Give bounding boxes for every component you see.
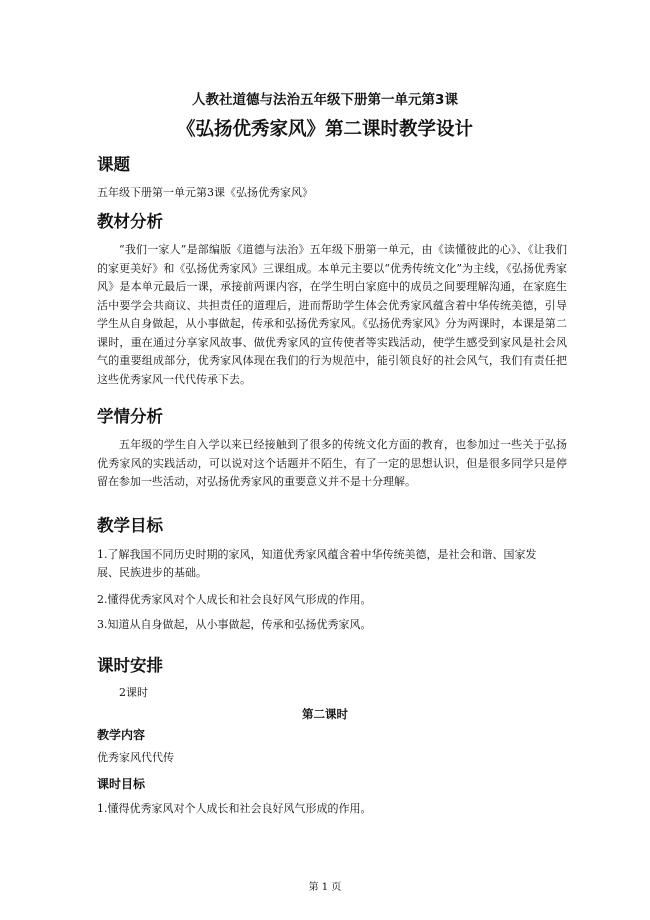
document-subtitle: 人教社道德与法治五年级下册第一单元第3课 bbox=[192, 92, 458, 108]
heading-topic: 课题 bbox=[97, 155, 130, 174]
material-analysis-paragraph: “我们一家人”是部编版《道德与法治》五年级下册第一单元，由《读懂彼此的心》、《让我们的家更美好》和《弘扬优秀家风》三课组成。本单元主要以“优秀传统文化”为主线，《弘扬优秀家风》是本单元最后一课，承接前两课内容，在学生明白家庭中的成员之间要理解沟通，在家庭生活中要学会共商议、共担责任的道理后，进而帮助学生体会优秀家风蕴含着中华传统美德，引导学生从自身做起，从小事做起，传承和弘扬优秀家风。《弘扬优秀家风》分为两课时，本课是第二课时，重在通过分享家风故事、做优秀家风的宣传使者等实践活动，使学生感受到家风是社会风气的重要组成部分，优秀家风体现在我们的行为规范中，能引领良好的社会风气，我们有责任把这些优秀家风一代代传承下去。 bbox=[97, 243, 567, 386]
page-number: 第 1 页 bbox=[308, 882, 342, 893]
teaching-content-label: 教学内容 bbox=[97, 728, 146, 742]
student-analysis-paragraph: 五年级的学生自入学以来已经接触到了很多的传统文化方面的教育，也参加过一些关于弘扬优秀家风的实践活动，可以说对这个话题并不陌生，有了一定的思想认识，但是很多同学只是停留在参加一些活动，对弘扬优秀家风的重要意义并不是十分理解。 bbox=[97, 438, 567, 488]
heading-schedule: 课时安排 bbox=[97, 656, 163, 675]
document-title: 《弘扬优秀家风》第二课时教学设计 bbox=[176, 119, 473, 140]
goal-item-1-line-1: 1.了解我国不同历史时期的家风，知道优秀家风蕴含着中华传统美德，是社会和谐、国家发 bbox=[97, 548, 537, 561]
goal-item-3: 3.知道从自身做起，从小事做起，传承和弘扬优秀家风。 bbox=[97, 618, 372, 631]
topic-text: 五年级下册第一单元第3课《弘扬优秀家风》 bbox=[97, 186, 313, 199]
heading-teaching-goals: 教学目标 bbox=[97, 516, 163, 535]
lesson-target-item-1: 1.懂得优秀家风对个人成长和社会良好风气形成的作用。 bbox=[97, 802, 372, 815]
schedule-hours: 2课时 bbox=[119, 686, 148, 699]
heading-student-analysis: 学情分析 bbox=[97, 407, 163, 426]
teaching-content-text: 优秀家风代代传 bbox=[97, 751, 174, 764]
goal-item-1-line-2: 展、民族进步的基础。 bbox=[97, 566, 207, 579]
goal-item-2: 2.懂得优秀家风对个人成长和社会良好风气形成的作用。 bbox=[97, 593, 372, 606]
lesson-target-label: 课时目标 bbox=[97, 777, 146, 791]
heading-material-analysis: 教材分析 bbox=[97, 212, 163, 231]
lesson-title: 第二课时 bbox=[302, 707, 348, 721]
